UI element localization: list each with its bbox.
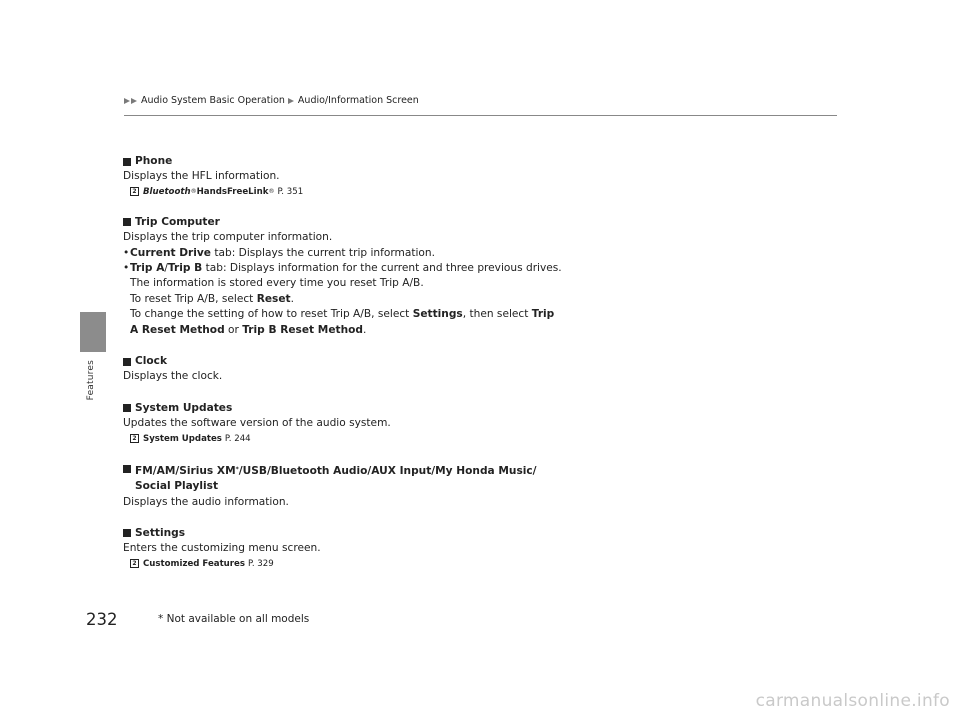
page-content	[123, 154, 603, 587]
bullet-text: tab: Displays information for the current and three previous drives.	[202, 262, 562, 275]
tab-name-trip-a: Trip A	[130, 262, 165, 275]
breadcrumb-arrow-icon	[124, 98, 130, 104]
section-title: Social Playlist	[135, 480, 219, 493]
section-heading	[123, 526, 603, 541]
registered-mark: ®	[190, 187, 197, 195]
xref-title[interactable]: System Updates	[143, 433, 222, 444]
breadcrumb	[124, 95, 419, 106]
section-heading	[123, 462, 603, 495]
xref-title[interactable]: Customized Features	[143, 558, 245, 569]
section-title: Clock	[135, 355, 168, 368]
section-phone	[123, 154, 603, 199]
xref-title[interactable]: HandsFreeLink	[196, 186, 269, 197]
list-item	[123, 261, 603, 276]
section-description: Displays the audio information.	[123, 495, 289, 508]
cross-reference-icon: 2	[130, 187, 139, 196]
cross-reference-icon: 2	[130, 434, 139, 443]
section-title: Settings	[135, 526, 186, 539]
section-description: Displays the trip computer information.	[123, 231, 333, 244]
cross-reference[interactable]	[130, 557, 603, 571]
square-bullet-icon	[123, 529, 131, 537]
body-line: To change the setting of how to reset Trip A/B, select Settings, then select Trip	[130, 308, 555, 321]
watermark: carmanualsonline.info	[755, 691, 950, 711]
section-settings	[123, 526, 603, 571]
square-bullet-icon	[123, 218, 131, 226]
breadcrumb-arrow-icon	[288, 98, 294, 104]
section-heading	[123, 354, 603, 369]
breadcrumb-arrow-icon	[131, 98, 137, 104]
bullet-text: tab: Displays the current trip information.	[210, 246, 435, 259]
body-line: The information is stored every time you reset Trip A/B.	[130, 277, 424, 290]
section-description: Displays the clock.	[123, 370, 223, 383]
tab-name-trip-b: Trip B	[167, 262, 203, 275]
list-item	[123, 246, 603, 261]
trip-b-reset-method-option: Trip B Reset Method	[242, 323, 363, 336]
section-description: Updates the software version of the audio system.	[123, 417, 391, 430]
square-bullet-icon	[123, 358, 131, 366]
section-audio-sources	[123, 462, 603, 510]
section-system-updates	[123, 401, 603, 446]
cross-reference[interactable]	[130, 185, 603, 199]
square-bullet-icon	[123, 404, 131, 412]
trip-a-reset-method-option: A Reset Method	[130, 323, 225, 336]
section-description: Displays the HFL information.	[123, 170, 280, 183]
section-clock	[123, 354, 603, 385]
section-title: FM/AM/Sirius XM	[135, 464, 236, 477]
footnote: * Not available on all models	[158, 613, 310, 625]
page-number: 232	[86, 610, 118, 629]
slash: /	[164, 262, 168, 275]
square-bullet-icon	[123, 465, 131, 473]
section-heading	[123, 215, 603, 230]
registered-mark: ®	[268, 187, 275, 195]
xref-title-italic[interactable]: Bluetooth	[143, 186, 191, 197]
section-label: Features	[86, 360, 96, 401]
section-tab-marker	[80, 312, 106, 352]
body-line: To reset Trip A/B, select Reset.	[130, 292, 294, 305]
bullet-dot-icon: •	[123, 262, 130, 275]
section-title: Phone	[135, 155, 173, 167]
section-heading	[123, 401, 603, 416]
tab-name-current-drive: Current Drive	[130, 246, 211, 259]
body-line: A Reset Method or Trip B Reset Method.	[130, 323, 367, 336]
square-bullet-icon	[123, 158, 131, 166]
reset-option: Reset	[256, 292, 291, 305]
xref-page-number[interactable]: P. 329	[247, 558, 274, 569]
xref-page-number[interactable]: P. 351	[277, 186, 304, 197]
breadcrumb-item[interactable]: Audio System Basic Operation	[141, 95, 285, 106]
section-title: System Updates	[135, 401, 233, 414]
bullet-dot-icon: •	[123, 246, 130, 259]
footnote-marker: *	[235, 465, 239, 473]
cross-reference[interactable]	[130, 432, 603, 446]
section-title: Trip Computer	[135, 215, 220, 228]
header-divider	[124, 115, 837, 116]
trip-option: Trip	[531, 308, 555, 321]
section-heading	[123, 154, 603, 169]
xref-page-number[interactable]: P. 244	[224, 433, 251, 444]
section-trip-computer	[123, 215, 603, 338]
section-title: /USB/Bluetooth Audio/AUX Input/My Honda Music/	[238, 464, 537, 477]
settings-option: Settings	[412, 308, 463, 321]
breadcrumb-item[interactable]: Audio/Information Screen	[297, 95, 419, 106]
cross-reference-icon: 2	[130, 559, 139, 568]
section-description: Enters the customizing menu screen.	[123, 542, 321, 555]
